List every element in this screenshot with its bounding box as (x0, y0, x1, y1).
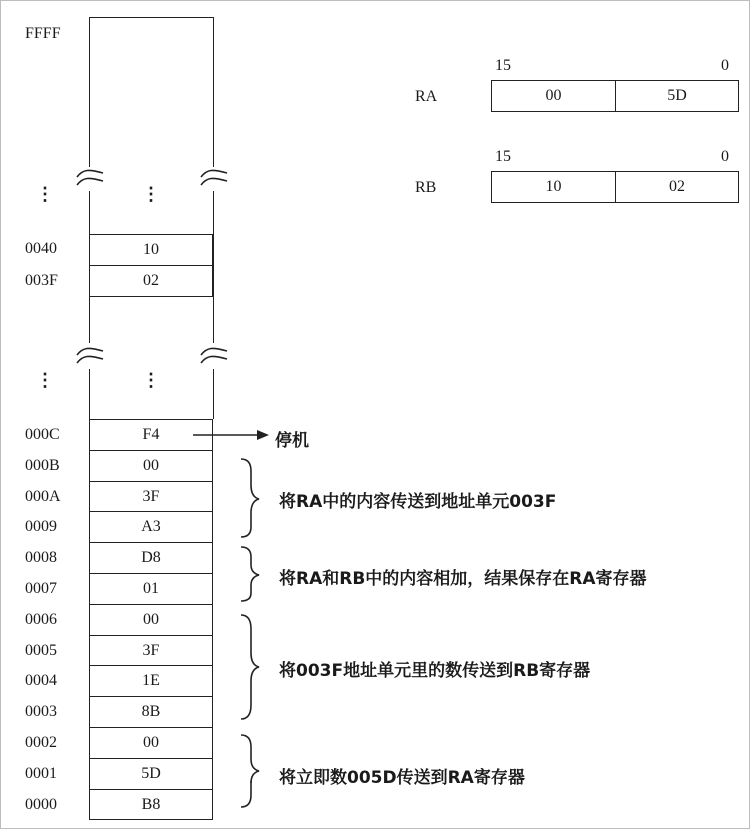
memory-cell-0007: 01 (89, 573, 213, 605)
memory-cell-0008: D8 (89, 542, 213, 574)
break-symbol-right-2 (199, 339, 229, 375)
register-rb-low-bit: 0 (721, 148, 729, 165)
address-0009: 0009 (25, 518, 57, 536)
annotation-add-ra-rb: 将RA和RB中的内容相加，结果保存在RA寄存器 (279, 569, 647, 589)
annotation-store-ra: 将RA中的内容传送到地址单元003F (279, 492, 557, 512)
memory-cell-003F: 02 (89, 265, 213, 297)
address-0040: 0040 (25, 240, 57, 257)
address-0008: 0008 (25, 549, 57, 567)
memory-cell-000B: 00 (89, 450, 213, 482)
address-0002: 0002 (25, 734, 57, 751)
register-ra-high-byte: 00 (491, 80, 616, 112)
address-0003: 0003 (25, 703, 57, 721)
address-0000: 0000 (25, 795, 57, 813)
address-ellipsis-2: ⋮ (36, 370, 54, 390)
register-rb-high-byte: 10 (491, 171, 616, 203)
memory-cell-0006: 00 (89, 604, 213, 636)
halt-arrow (191, 427, 271, 443)
memory-cell-0001: 5D (89, 758, 213, 790)
memory-cell-0009: A3 (89, 511, 213, 543)
register-ra-low-bit: 0 (721, 57, 729, 74)
register-ra-label: RA (415, 88, 438, 105)
register-rb-label: RB (415, 179, 437, 196)
value-ellipsis-1: ⋮ (142, 184, 160, 204)
annotation-load-rb: 将003F地址单元里的数传送到RB寄存器 (279, 661, 591, 681)
memory-cell-0005: 3F (89, 635, 213, 667)
address-000A: 000A (25, 487, 61, 505)
annotation-load-ra: 将立即数005D传送到RA寄存器 (279, 768, 525, 788)
address-0004: 0004 (25, 672, 57, 690)
memory-cell-0004: 1E (89, 665, 213, 697)
memory-cell-0002: 00 (89, 727, 213, 759)
address-000B: 000B (25, 456, 60, 474)
halt-label: 停机 (275, 431, 309, 451)
register-rb-low-byte: 02 (615, 171, 739, 203)
address-0005: 0005 (25, 641, 57, 659)
address-0006: 0006 (25, 610, 57, 628)
memory-cell-0000: B8 (89, 789, 213, 821)
memory-cell-0040: 10 (89, 234, 213, 266)
address-top: FFFF (25, 25, 61, 42)
register-ra-high-bit: 15 (495, 57, 511, 74)
break-symbol-left-2 (75, 339, 105, 375)
address-0007: 0007 (25, 580, 57, 597)
address-003F: 003F (25, 272, 58, 289)
address-0001: 0001 (25, 764, 57, 782)
memory-cell-000C: F4 (89, 419, 213, 451)
register-ra-low-byte: 5D (615, 80, 739, 112)
address-ellipsis-1: ⋮ (36, 184, 54, 204)
break-symbol-left-1 (75, 161, 105, 197)
brace-tail (235, 771, 265, 811)
value-ellipsis-2: ⋮ (142, 370, 160, 390)
address-000C: 000C (25, 426, 60, 443)
break-symbol-right-1 (199, 161, 229, 197)
memory-cell-0003: 8B (89, 696, 213, 728)
braces (235, 453, 265, 783)
memory-cell-000A: 3F (89, 481, 213, 513)
register-rb-high-bit: 15 (495, 148, 511, 165)
